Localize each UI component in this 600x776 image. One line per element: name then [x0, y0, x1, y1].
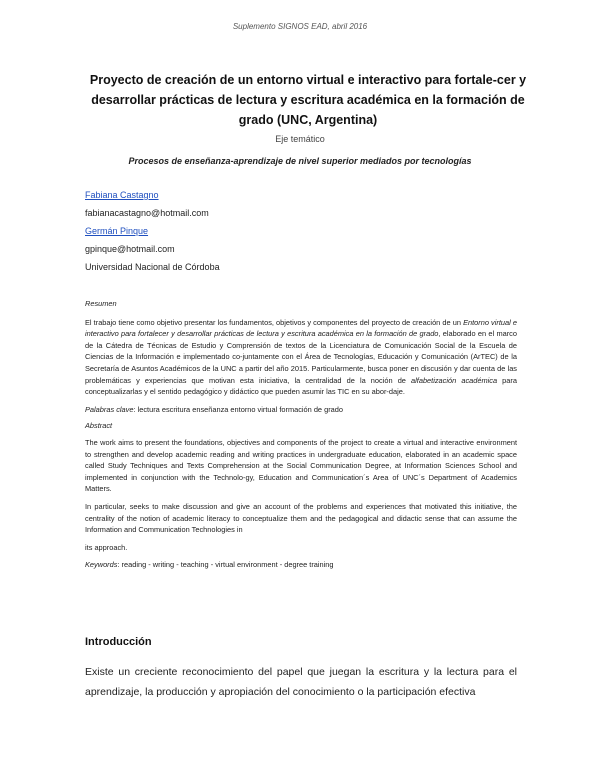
affiliation: Universidad Nacional de Córdoba: [85, 262, 220, 272]
resumen-section: [85, 298, 517, 571]
author-email-castagno: fabianacastagno@hotmail.com: [85, 208, 209, 218]
thematic-axis-title: Procesos de enseñanza-aprendizaje de nivel superior mediados por tecnologías: [128, 156, 472, 166]
abstract-label: Abstract: [85, 421, 113, 431]
introduccion-text: Existe un creciente reconocimiento del papel que juegan la escritura y la lectura para el aprendizaje, la producción y apropiación del conocimiento o la participación efectiva: [85, 666, 517, 698]
author-link-pinque[interactable]: Germán Pinque: [85, 226, 149, 236]
keywords: Keywords: reading - writing - teaching - virtual environment - degree training: [85, 560, 334, 570]
abstract-paragraph-2: In particular, seeks to make discussion and give an account of the problems and experiences that motivated this initiative, the centrality of the notion of academic literacy to conceptualize them and the pedagogical and didactic sense that can assume the Information and Communication Technologies in: [85, 501, 517, 535]
palabras-clave: Palabras clave: lectura escritura enseñanza entorno virtual formación de grado: [85, 404, 344, 414]
abstract-paragraph-3: its approach.: [85, 542, 128, 552]
introduccion-heading: Introducción: [85, 636, 152, 648]
paper-title: Proyecto de creación de un entorno virtual e interactivo para fortale-cer y desarrollar prácticas de lectura y escritura académica en la formación de grado (UNC, Argentina): [89, 73, 527, 127]
resumen-text: El trabajo tiene como objetivo presentar los fundamentos, objetivos y componentes del proyecto de creación de un Entorno virtual e interactivo para fortalecer y desarrollar prácticas de lectura y escritura académica en la formación de grado, elaborado en el marco de la Cátedra de Técnicas de Estudio y Comprensión de textos de la Licenciatura de Comunicación Social de la Escuela de Ciencias de la Información e implementado co-juntamente con el Área de Tecnologías, Educación y Comunicación (ArTEC) de la Secretaría de Asuntos Académicos de la UNC a partir del año 2015. Particularmente, busca poner en discusión y dar cuenta de las problemáticas y experiencias que motivan esta iniciativa, la centralidad de la noción de alfabetización académica para conceptualizarlas y el sentido pedagógico y didáctico que pueden asumir las TIC en su abor-daje.: [85, 317, 517, 397]
author-email-pinque: gpinque@hotmail.com: [85, 244, 175, 254]
thematic-axis-label: Eje temático: [275, 134, 325, 144]
author-block: [85, 186, 220, 276]
running-header: Suplemento SIGNOS EAD, abril 2016: [232, 22, 368, 31]
author-link-castagno[interactable]: Fabiana Castagno: [85, 190, 159, 200]
resumen-label: Resumen: [85, 299, 117, 308]
abstract-paragraph-1: The work aims to present the foundations, objectives and components of the project to create a virtual and interactive environment to strengthen and develop academic reading and writing practices in undergraduate education, elaborated in an academic space called Study Techniques and Texts Comprehension at the Social Communication Degree, at Information Sciences School and implemented in conjunction with the Technolo-gy, Education and Communication´s Area of UNC´s Department of Academics Matters.: [85, 437, 517, 494]
